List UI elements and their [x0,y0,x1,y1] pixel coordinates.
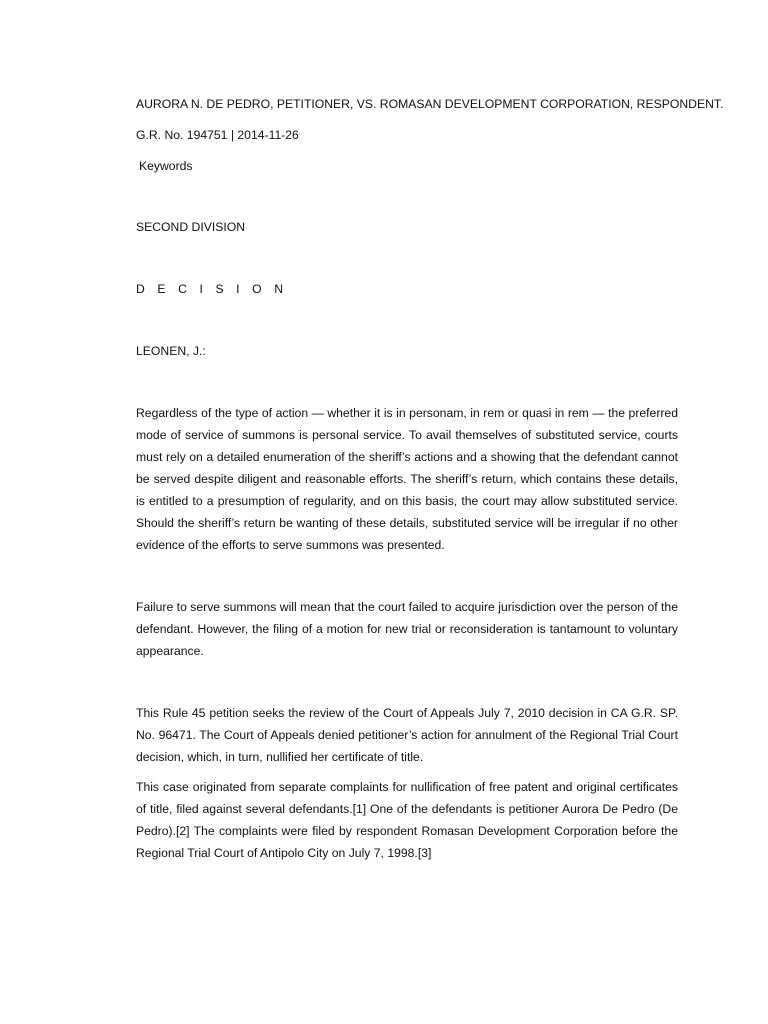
ponente: LEONEN, J.: [136,344,206,358]
paragraph-1: Regardless of the type of action — whether it is in personam, in rem or quasi in rem — the preferred mode of service of summons is personal service. To avail themselves of substituted service, courts must rely on a detailed enumeration of the sheriff’s actions and a showing that the defendant cannot be served despite diligent and reasonable efforts. The sheriff’s return, which contains these details, is entitled to a presumption of regularity, and on this basis, the court may allow substituted service. Should the sheriff’s return be wanting of these details, substituted service will be irregular if no other evidence of the efforts to serve summons was presented. [136,406,678,552]
gr-number-date: G.R. No. 194751 | 2014-11-26 [136,128,299,142]
case-title: AURORA N. DE PEDRO, PETITIONER, VS. ROMASAN DEVELOPMENT CORPORATION, RESPONDENT. [136,97,724,111]
decision-heading: D E C I S I O N [136,282,288,296]
paragraph-4: This case originated from separate complaints for nullification of free patent and original certificates of title, filed against several defendants.[1] One of the defendants is petitioner Aurora De Pedro (De Pedro).[2] The complaints were filed by respondent Romasan Development Corporation before the Regional Trial Court of Antipolo City on July 7, 1998.[3] [136,780,678,860]
paragraph-2: Failure to serve summons will mean that the court failed to acquire jurisdiction over the person of the defendant. However, the filing of a motion for new trial or reconsideration is tantamount to voluntary appearance. [136,600,678,658]
document-body [136,93,724,864]
paragraph-3: This Rule 45 petition seeks the review of the Court of Appeals July 7, 2010 decision in CA G.R. SP. No. 96471. The Court of Appeals denied petitioner’s action for annulment of the Regional Trial Court decision, which, in turn, nullified her certificate of title. [136,706,678,764]
division-heading: SECOND DIVISION [136,220,246,234]
keywords-label: Keywords [139,159,193,173]
